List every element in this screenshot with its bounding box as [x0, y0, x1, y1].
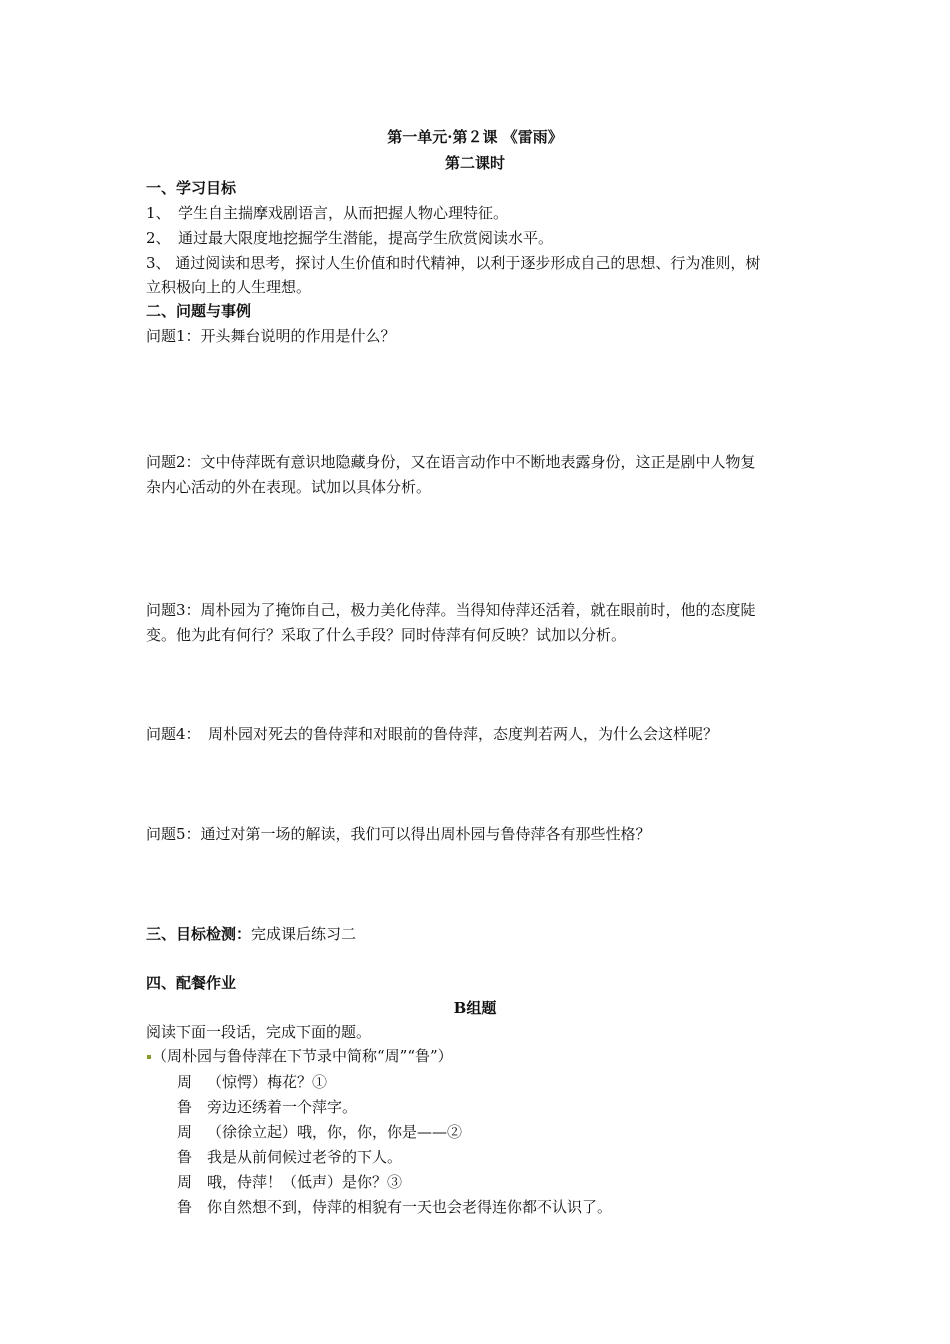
- dialogue-line: [177, 1147, 402, 1167]
- question-1: 问题1：开头舞台说明的作用是什么？: [146, 327, 396, 345]
- dialogue-text: （惊愕）梅花？①: [207, 1073, 328, 1091]
- section1-heading: 一、学习目标: [146, 179, 237, 197]
- exercise-intro: 阅读下面一段话，完成下面的题。: [146, 1023, 372, 1041]
- margin-mark: [147, 1055, 151, 1059]
- dialogue-line: [177, 1072, 327, 1092]
- question-5: 问题5：通过对第一场的解读，我们可以得出周朴园与鲁侍萍各有那些性格？: [146, 825, 651, 843]
- question-3-line2: 变。他为此有何行？采取了什么手段？同时侍萍有何反映？试加以分析。: [146, 626, 627, 644]
- dialogue-speaker: 鲁: [177, 1148, 193, 1166]
- dialogue-text: 旁边还绣着一个萍字。: [207, 1098, 358, 1116]
- dialogue-speaker: 鲁: [177, 1198, 193, 1216]
- group-title: B组题: [453, 999, 497, 1017]
- section3-line: [146, 924, 356, 944]
- question-2-line1: 问题2：文中侍萍既有意识地隐藏身份，又在语言动作中不断地表露身份，这正是剧中人物复: [146, 453, 756, 471]
- objective-item: 2、 通过最大限度地挖掘学生潜能，提高学生欣赏阅读水平。: [146, 229, 554, 247]
- exercise-note: （周朴园与鲁侍萍在下节录中简称“周”“鲁”）: [152, 1047, 453, 1065]
- section3-heading: 三、目标检测：: [146, 925, 252, 943]
- section2-heading: 二、问题与事例: [146, 302, 252, 320]
- section4-heading: 四、配餐作业: [146, 974, 237, 992]
- dialogue-line: [177, 1197, 612, 1217]
- dialogue-speaker: 鲁: [177, 1098, 193, 1116]
- dialogue-text: 你自然想不到，侍萍的相貌有一天也会老得连你都不认识了。: [207, 1198, 613, 1216]
- dialogue-speaker: 周: [177, 1073, 193, 1091]
- objective-item: 3、 通过阅读和思考，探讨人生价值和时代精神，以利于逐步形成自己的思想、行为准则，树: [146, 254, 761, 272]
- dialogue-speaker: 周: [177, 1173, 193, 1191]
- dialogue-text: （徐徐立起）哦，你，你，你是——②: [207, 1123, 463, 1141]
- question-3-line1: 问题3：周朴园为了掩饰自己，极力美化侍萍。当得知侍萍还活着，就在眼前时，他的态度陡: [146, 601, 756, 619]
- dialogue-line: [177, 1172, 402, 1192]
- question-2-line2: 杂内心活动的外在表现。试加以具体分析。: [146, 478, 432, 496]
- document-title: 第一单元·第２课 《雷雨》: [387, 128, 563, 146]
- dialogue-text: 我是从前伺候过老爷的下人。: [207, 1148, 403, 1166]
- dialogue-speaker: 周: [177, 1123, 193, 1141]
- section3-text: 完成课后练习二: [251, 925, 357, 943]
- document-subtitle: 第二课时: [444, 154, 505, 172]
- dialogue-text: 哦，侍萍！（低声）是你？③: [207, 1173, 403, 1191]
- question-4: 问题4： 周朴园对死去的鲁侍萍和对眼前的鲁侍萍，态度判若两人，为什么会这样呢？: [146, 725, 719, 743]
- dialogue-line: [177, 1122, 462, 1142]
- dialogue-line: [177, 1097, 357, 1117]
- objective-item: 1、 学生自主揣摩戏剧语言，从而把握人物心理特征。: [146, 204, 509, 222]
- objective-item-continued: 立积极向上的人生理想。: [146, 278, 312, 296]
